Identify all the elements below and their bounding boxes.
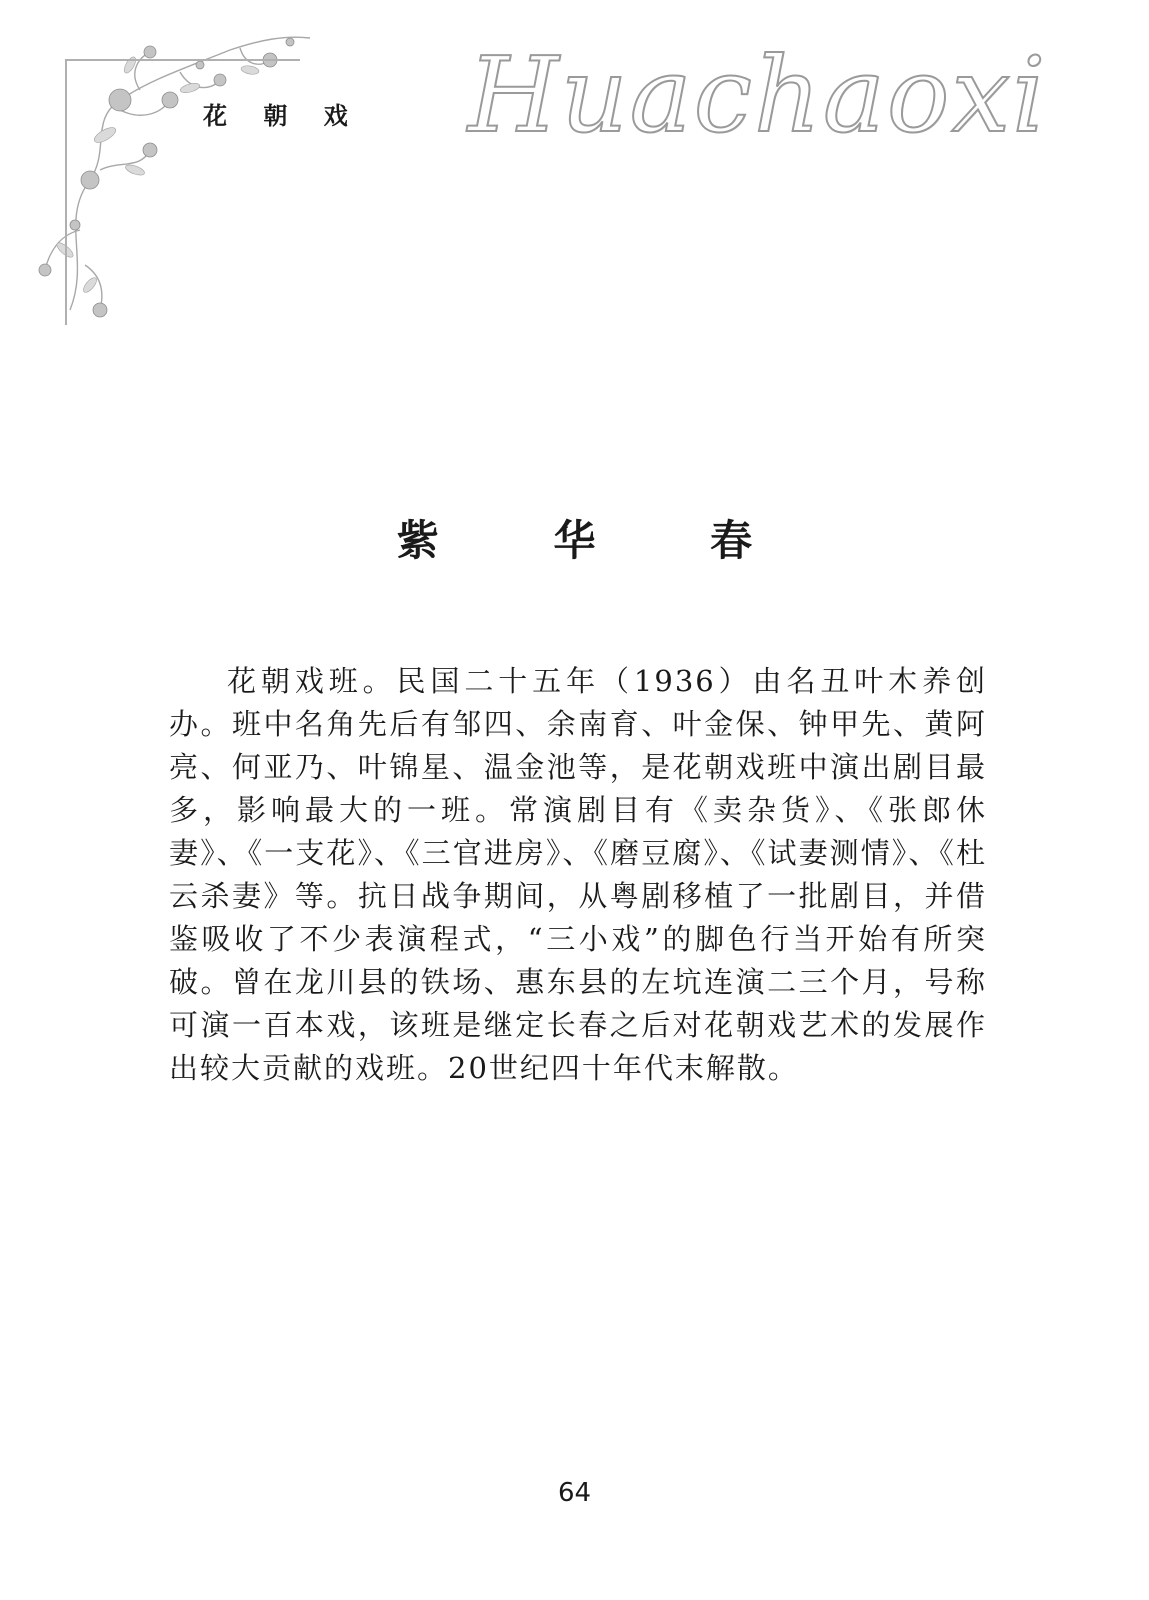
article-paragraph: 花朝戏班。民国二十五年（1936）由名丑叶木养创办。班中名角先后有邹四、余南育、叶金保、钟甲先、黄阿亮、何亚乃、叶锦星、温金池等，是花朝戏班中演出剧目最多，影响最大的一班。常演剧目有《卖杂货》、《张郎休妻》、《一支花》、《三官进房》、《磨豆腐》、《试妻测情》、《杜云杀妻》等。抗日战争期间，从粤剧移植了一批剧目，并借鉴吸收了不少表演程式，“三小戏”的脚色行当开始有所突破。曾在龙川县的铁场、惠东县的左坑连演二三个月，号称可演一百本戏，该班是继定长春之后对花朝戏艺术的发展作出较大贡献的戏班。20世纪四十年代末解散。	[169, 664, 987, 1085]
script-title: Huachaoxi	[468, 34, 1048, 156]
article-title: 紫 华 春	[396, 516, 803, 565]
floral-corner-ornament	[30, 20, 330, 330]
frame-left-line	[65, 59, 67, 325]
section-title: 花 朝 戏	[203, 102, 362, 130]
page-number: 64	[557, 1478, 592, 1508]
frame-top-line	[67, 59, 300, 61]
